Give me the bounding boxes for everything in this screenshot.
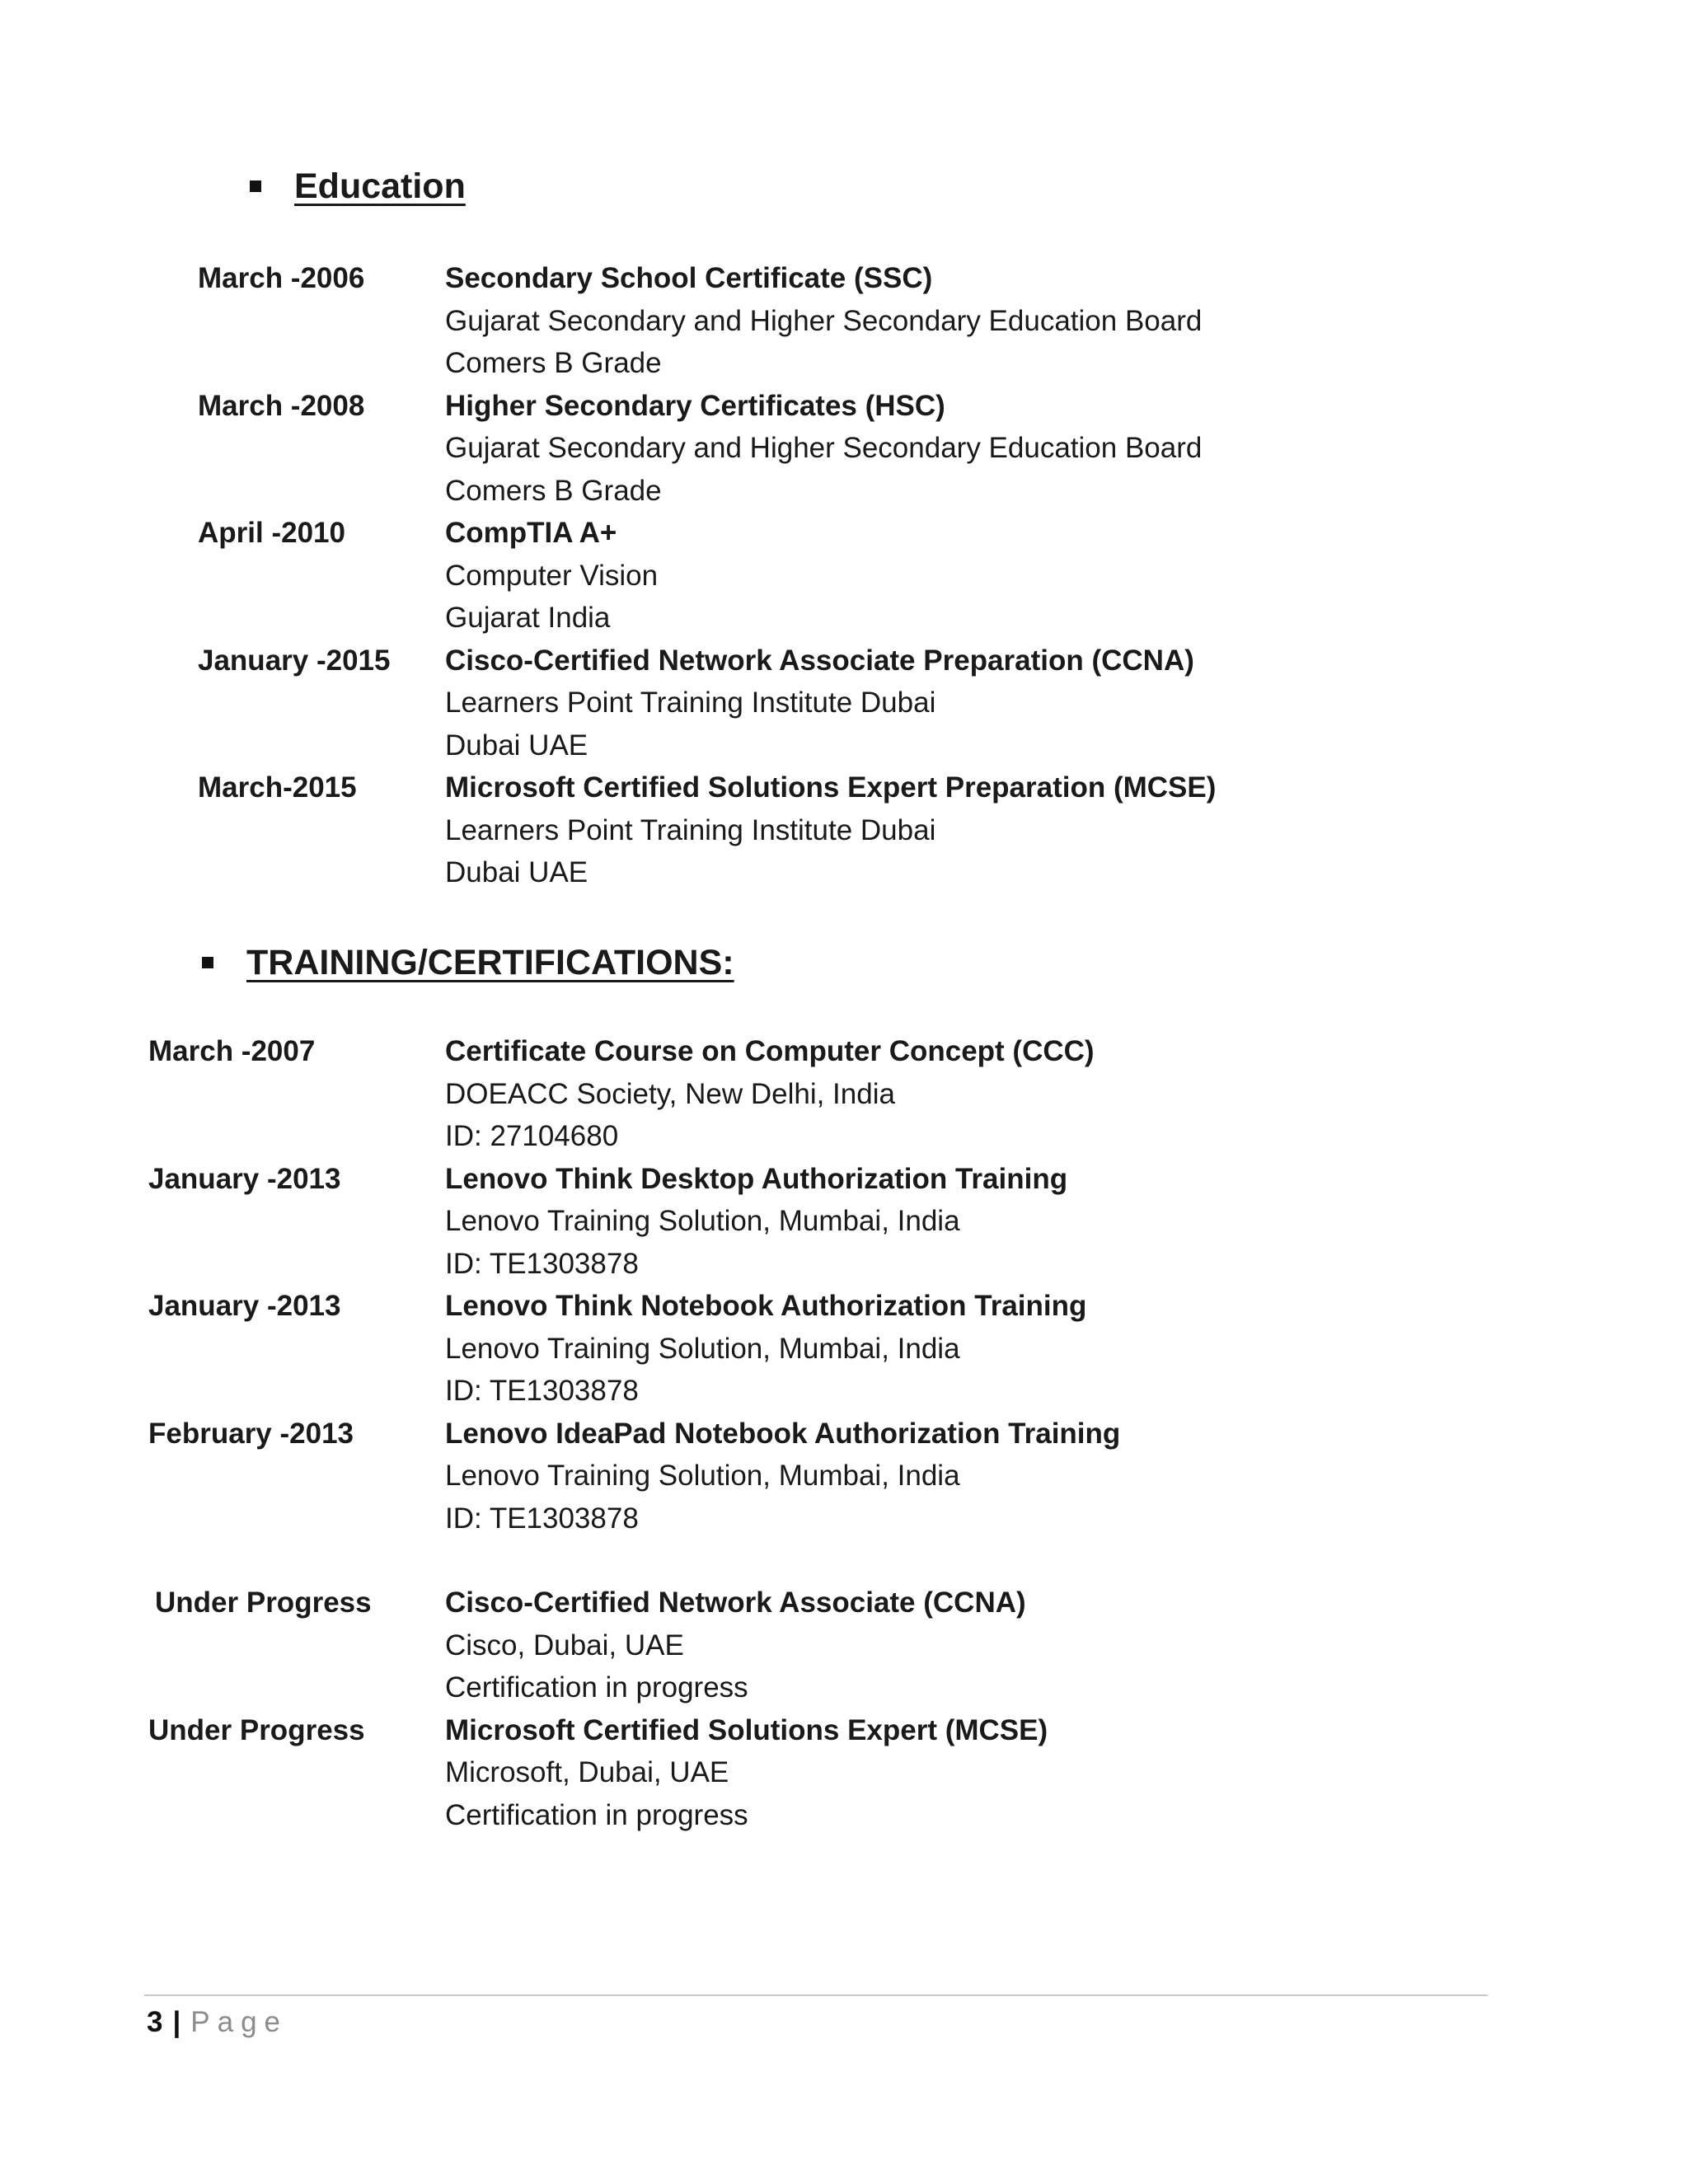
entry-title: Microsoft Certified Solutions Expert Preparation (MCSE) bbox=[445, 771, 1217, 804]
entry-detail: ID: TE1303878 bbox=[445, 1375, 639, 1407]
education-list bbox=[0, 257, 1688, 894]
entry-detail: Learners Point Training Institute Dubai bbox=[445, 813, 936, 846]
entry-title: Cisco-Certified Network Associate Preparation (CCNA) bbox=[445, 644, 1194, 677]
training-heading bbox=[202, 941, 734, 984]
training-entry bbox=[0, 1285, 1688, 1413]
square-bullet-icon bbox=[202, 957, 213, 968]
footer-divider bbox=[144, 1994, 1488, 1996]
entry-detail: Gujarat India bbox=[445, 602, 611, 634]
entry-date: March -2007 bbox=[148, 1035, 316, 1067]
entry-detail: Microsoft, Dubai, UAE bbox=[445, 1756, 729, 1788]
entry-title: Lenovo Think Notebook Authorization Training bbox=[445, 1290, 1087, 1322]
entry-detail: Lenovo Training Solution, Mumbai, India bbox=[445, 1205, 960, 1237]
entry-detail: ID: 27104680 bbox=[445, 1120, 619, 1152]
entry-title: Secondary School Certificate (SSC) bbox=[445, 262, 933, 294]
training-entry bbox=[0, 1582, 1688, 1709]
entry-date: Under Progress bbox=[148, 1713, 365, 1746]
entry-date: Under Progress bbox=[155, 1586, 372, 1619]
entry-title: Certificate Course on Computer Concept (CCC) bbox=[445, 1035, 1095, 1067]
entry-date: March-2015 bbox=[198, 771, 357, 804]
entry-title: Microsoft Certified Solutions Expert (MCSE) bbox=[445, 1713, 1048, 1746]
entry-title: Cisco-Certified Network Associate (CCNA) bbox=[445, 1586, 1026, 1619]
entry-date: March -2008 bbox=[198, 389, 365, 422]
entry-detail: Comers B Grade bbox=[445, 474, 662, 507]
training-list bbox=[0, 1030, 1688, 1836]
entry-date: January -2013 bbox=[148, 1162, 341, 1195]
education-entry bbox=[0, 257, 1688, 385]
entry-detail: Gujarat Secondary and Higher Secondary Education Board bbox=[445, 304, 1203, 337]
training-entry bbox=[0, 1709, 1688, 1837]
entry-detail: Gujarat Secondary and Higher Secondary Education Board bbox=[445, 432, 1203, 464]
entry-title: Lenovo Think Desktop Authorization Training bbox=[445, 1162, 1068, 1195]
entry-detail: Cisco, Dubai, UAE bbox=[445, 1629, 684, 1661]
entry-title: Higher Secondary Certificates (HSC) bbox=[445, 389, 945, 422]
footer-separator: | bbox=[172, 2006, 181, 2038]
entry-date: January -2015 bbox=[198, 644, 391, 677]
education-entry bbox=[0, 512, 1688, 640]
entry-detail: DOEACC Society, New Delhi, India bbox=[445, 1077, 895, 1110]
education-entry bbox=[0, 766, 1688, 894]
entry-detail: Lenovo Training Solution, Mumbai, India bbox=[445, 1332, 960, 1365]
entry-detail: Computer Vision bbox=[445, 559, 659, 592]
training-heading-text: TRAINING/CERTIFICATIONS: bbox=[246, 943, 734, 982]
square-bullet-icon bbox=[250, 180, 261, 192]
entry-title: Lenovo IdeaPad Notebook Authorization Training bbox=[445, 1417, 1121, 1450]
entry-title: CompTIA A+ bbox=[445, 517, 617, 549]
entry-detail: Learners Point Training Institute Dubai bbox=[445, 687, 936, 719]
page-label: Page bbox=[190, 2006, 288, 2038]
training-entry bbox=[0, 1413, 1688, 1540]
training-entry bbox=[0, 1158, 1688, 1286]
entry-date: February -2013 bbox=[148, 1417, 354, 1450]
training-entry bbox=[0, 1030, 1688, 1158]
page-footer bbox=[147, 2004, 288, 2041]
page-number: 3 bbox=[147, 2006, 163, 2038]
education-heading-text: Education bbox=[294, 166, 466, 206]
entry-detail: ID: TE1303878 bbox=[445, 1247, 639, 1280]
entry-detail: ID: TE1303878 bbox=[445, 1502, 639, 1535]
entry-detail: Dubai UAE bbox=[445, 856, 588, 888]
entry-detail: Dubai UAE bbox=[445, 729, 588, 762]
entry-detail: Lenovo Training Solution, Mumbai, India bbox=[445, 1460, 960, 1492]
entry-date: March -2006 bbox=[198, 262, 365, 294]
entry-date: April -2010 bbox=[198, 517, 345, 549]
entry-detail: Certification in progress bbox=[445, 1671, 748, 1704]
education-heading bbox=[250, 165, 466, 208]
entry-date: January -2013 bbox=[148, 1290, 341, 1322]
entry-detail: Certification in progress bbox=[445, 1798, 748, 1831]
education-entry bbox=[0, 385, 1688, 513]
education-entry bbox=[0, 640, 1688, 767]
entry-detail: Comers B Grade bbox=[445, 347, 662, 379]
